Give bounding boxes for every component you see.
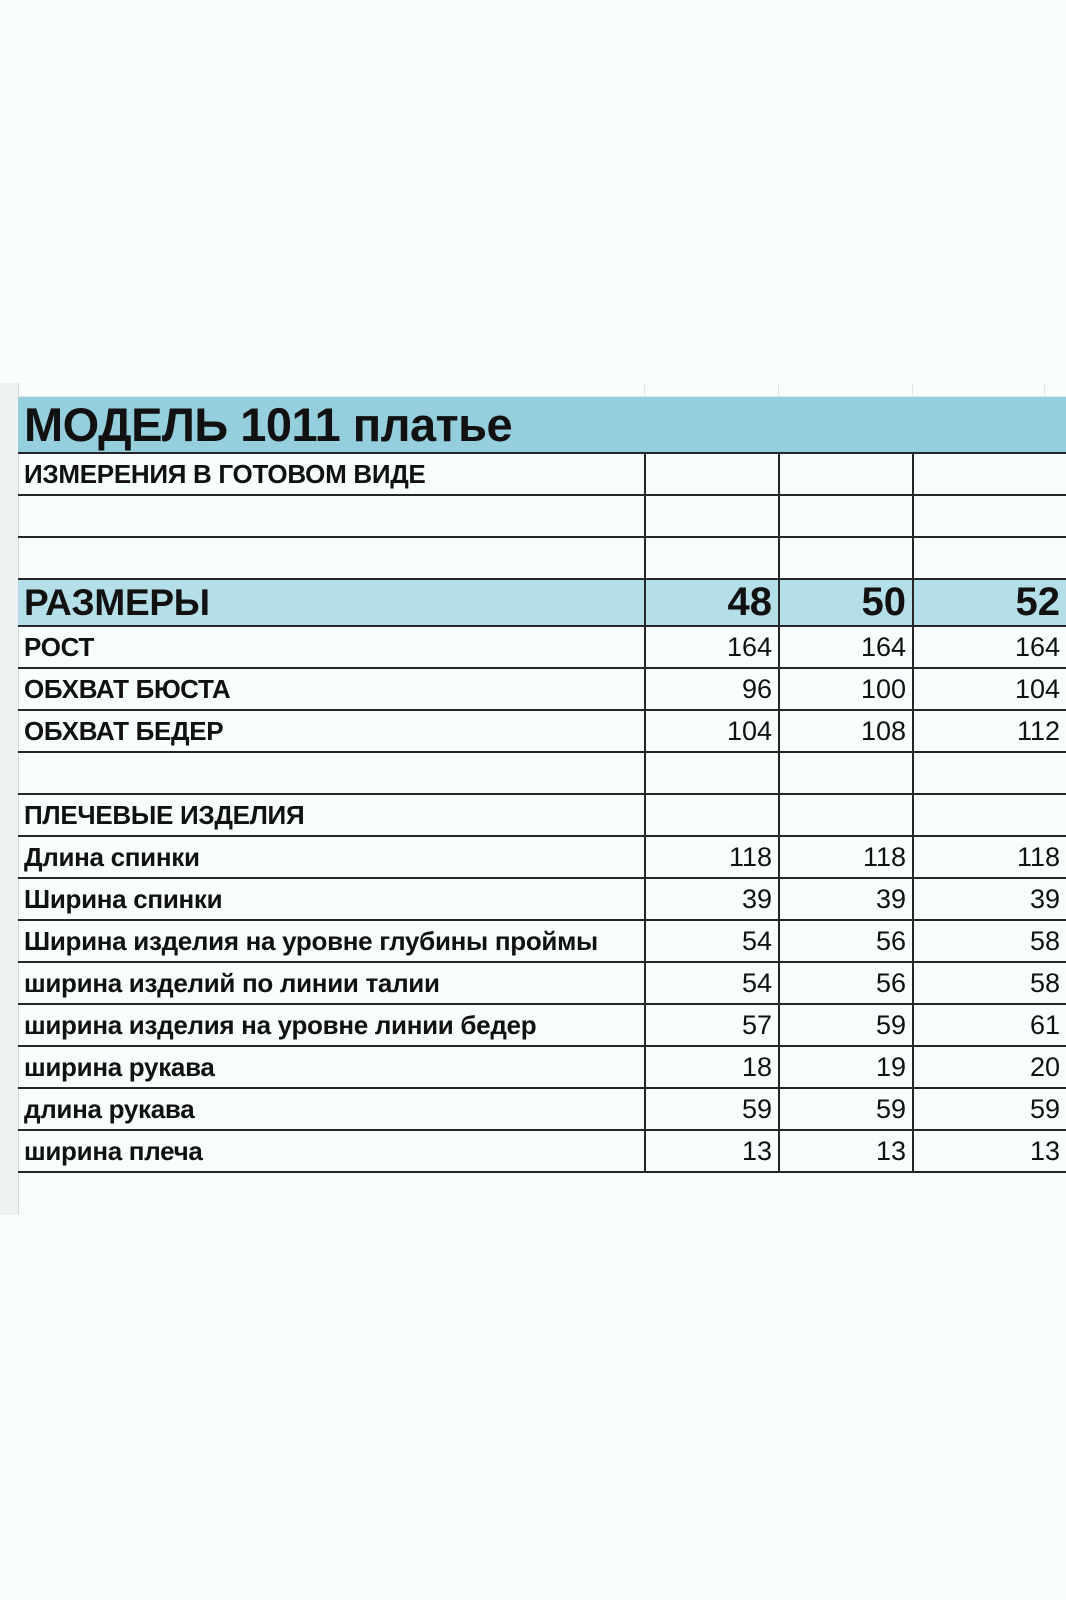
row-value[interactable]: 104 (913, 668, 1066, 710)
table-row (18, 1088, 1066, 1130)
table-row (18, 668, 1066, 710)
cell-empty[interactable] (779, 752, 913, 794)
row-value[interactable]: 118 (779, 836, 913, 878)
table-row (18, 1130, 1066, 1172)
row-value[interactable]: 118 (913, 836, 1066, 878)
row-value[interactable]: 54 (645, 962, 779, 1004)
row-value[interactable]: 56 (779, 920, 913, 962)
row-value[interactable]: 59 (645, 1088, 779, 1130)
size-52[interactable]: 52 (913, 579, 1066, 626)
cell-empty[interactable] (645, 537, 779, 579)
row-label[interactable]: Ширина спинки (18, 878, 645, 920)
table-row (18, 1004, 1066, 1046)
empty-row (18, 752, 1066, 794)
row-value[interactable]: 39 (779, 878, 913, 920)
row-label[interactable]: ширина рукава (18, 1046, 645, 1088)
row-header-gutter (0, 383, 19, 1215)
row-value[interactable]: 57 (645, 1004, 779, 1046)
cell-empty[interactable] (913, 794, 1066, 836)
subtitle-row (18, 453, 1066, 495)
row-label[interactable]: ширина изделия на уровне линии бедер (18, 1004, 645, 1046)
row-value[interactable]: 61 (913, 1004, 1066, 1046)
row-label[interactable]: Длина спинки (18, 836, 645, 878)
table-row (18, 878, 1066, 920)
table-row (18, 920, 1066, 962)
row-label[interactable]: ширина плеча (18, 1130, 645, 1172)
row-label[interactable]: ширина изделий по линии талии (18, 962, 645, 1004)
row-value[interactable]: 59 (779, 1004, 913, 1046)
empty-row (18, 537, 1066, 579)
row-value[interactable]: 20 (913, 1046, 1066, 1088)
section-label[interactable]: ПЛЕЧЕВЫЕ ИЗДЕЛИЯ (18, 794, 645, 836)
row-value[interactable]: 164 (913, 626, 1066, 668)
row-label[interactable]: длина рукава (18, 1088, 645, 1130)
row-value[interactable]: 59 (779, 1088, 913, 1130)
table-row (18, 962, 1066, 1004)
table-row (18, 710, 1066, 752)
size-48[interactable]: 48 (645, 579, 779, 626)
title-row (18, 397, 1066, 453)
cell-empty[interactable] (913, 453, 1066, 495)
model-title[interactable]: МОДЕЛЬ 1011 платье (18, 397, 1066, 453)
table-row (18, 1046, 1066, 1088)
row-value[interactable]: 18 (645, 1046, 779, 1088)
row-value[interactable]: 100 (779, 668, 913, 710)
row-value[interactable]: 164 (779, 626, 913, 668)
cell-empty[interactable] (913, 752, 1066, 794)
cell-empty[interactable] (779, 495, 913, 537)
row-value[interactable]: 54 (645, 920, 779, 962)
size-50[interactable]: 50 (779, 579, 913, 626)
row-value[interactable]: 39 (913, 878, 1066, 920)
row-value[interactable]: 96 (645, 668, 779, 710)
row-value[interactable]: 13 (645, 1130, 779, 1172)
cell-empty[interactable] (645, 453, 779, 495)
cell-empty[interactable] (779, 794, 913, 836)
cell-empty[interactable] (645, 794, 779, 836)
row-label[interactable]: РОСТ (18, 626, 645, 668)
cell-empty[interactable] (913, 495, 1066, 537)
empty-row (18, 495, 1066, 537)
cell-empty[interactable] (18, 537, 645, 579)
row-value[interactable]: 13 (913, 1130, 1066, 1172)
row-label[interactable]: ОБХВАТ БЕДЕР (18, 710, 645, 752)
row-label[interactable]: ОБХВАТ БЮСТА (18, 668, 645, 710)
row-value[interactable]: 58 (913, 920, 1066, 962)
row-value[interactable]: 118 (645, 836, 779, 878)
cell-empty[interactable] (779, 453, 913, 495)
row-value[interactable]: 58 (913, 962, 1066, 1004)
size-chart-table (18, 397, 1066, 1173)
row-value[interactable]: 104 (645, 710, 779, 752)
cell-empty[interactable] (779, 537, 913, 579)
cell-empty[interactable] (645, 752, 779, 794)
sizes-label[interactable]: РАЗМЕРЫ (18, 579, 645, 626)
table-row (18, 836, 1066, 878)
table-row (18, 626, 1066, 668)
cell-empty[interactable] (645, 495, 779, 537)
measurements-subtitle[interactable]: ИЗМЕРЕНИЯ В ГОТОВОМ ВИДЕ (18, 453, 645, 495)
row-value[interactable]: 164 (645, 626, 779, 668)
cell-empty[interactable] (18, 752, 645, 794)
row-value[interactable]: 59 (913, 1088, 1066, 1130)
spreadsheet-area (0, 383, 1066, 1215)
row-value[interactable]: 112 (913, 710, 1066, 752)
row-value[interactable]: 56 (779, 962, 913, 1004)
above-table-gridlines (18, 383, 1066, 397)
cell-empty[interactable] (18, 495, 645, 537)
sizes-header-row (18, 579, 1066, 626)
row-label[interactable]: Ширина изделия на уровне глубины проймы (18, 920, 645, 962)
row-value[interactable]: 13 (779, 1130, 913, 1172)
row-value[interactable]: 19 (779, 1046, 913, 1088)
cell-empty[interactable] (913, 537, 1066, 579)
section-row (18, 794, 1066, 836)
row-value[interactable]: 39 (645, 878, 779, 920)
row-value[interactable]: 108 (779, 710, 913, 752)
